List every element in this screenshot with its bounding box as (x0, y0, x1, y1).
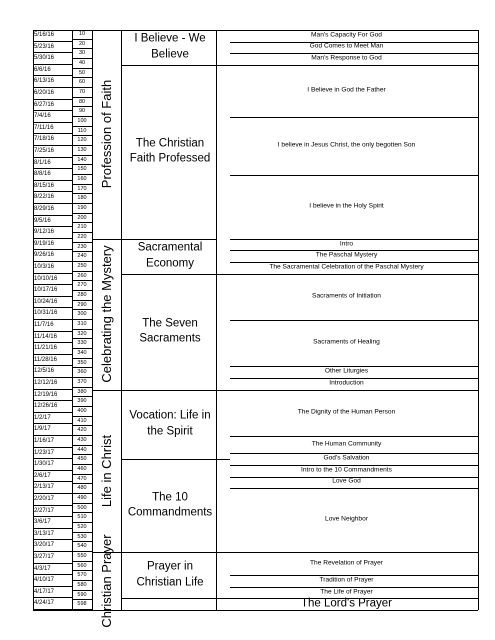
page-number-cell: 260 (72, 272, 92, 282)
topic-label: Introduction (329, 379, 364, 387)
page-number-cell: 590 (72, 591, 92, 601)
date-cell: 3/6/17 (33, 517, 72, 529)
number-part-divider (92, 30, 93, 610)
date-cell: 7/11/16 (33, 123, 72, 135)
page-number-cell: 560 (72, 562, 92, 572)
topic-divider (230, 598, 478, 599)
topic-divider (230, 274, 478, 275)
date-cell: 2/27/17 (33, 506, 72, 518)
topic-divider (230, 175, 478, 176)
page-number-cell: 490 (72, 494, 92, 504)
topic-divider (230, 65, 478, 66)
page-number-cell: 290 (72, 301, 92, 311)
page-number-cell: 410 (72, 417, 92, 427)
topic-label: The Paschal Mystery (315, 251, 378, 259)
topic-divider (230, 436, 478, 437)
date-cell: 11/21/16 (33, 343, 72, 355)
date-cell: 7/18/16 (33, 134, 72, 146)
section-divider (121, 239, 216, 240)
topic-divider (230, 477, 478, 478)
page-number-cell: 250 (72, 262, 92, 272)
topic-divider (216, 65, 230, 66)
date-cell: 4/10/17 (33, 575, 72, 587)
topic-divider (230, 117, 478, 118)
date-cell: 4/24/17 (33, 598, 72, 610)
page-number-cell: 500 (72, 504, 92, 514)
topic-label: Love Neighbor (325, 515, 368, 523)
page-number-cell: 210 (72, 223, 92, 233)
date-cell: 9/26/16 (33, 250, 72, 262)
section-label: Prayer in Christian Life (136, 560, 204, 589)
topic-divider (230, 488, 478, 489)
page-number-cell: 80 (72, 98, 92, 108)
section-topic-divider (216, 30, 217, 610)
page-number-cell: 380 (72, 388, 92, 398)
topic-divider (230, 378, 478, 379)
topic-divider (230, 262, 478, 263)
part-label: Profession of Faith (98, 80, 114, 189)
right-border (478, 30, 479, 610)
page-number-cell: 130 (72, 146, 92, 156)
page-number-cell: 598 (72, 600, 92, 610)
page-number-cell: 510 (72, 513, 92, 523)
section-label: Vocation: Life in the Spirit (129, 409, 211, 438)
date-cell: 6/6/16 (33, 65, 72, 77)
topic-divider (216, 598, 230, 599)
topic-divider (216, 390, 230, 391)
page-number-cell: 310 (72, 320, 92, 330)
topic-label: The Sacramental Celebration of the Paschal Mystery (269, 263, 424, 271)
page-number-cell: 100 (72, 117, 92, 127)
date-cell: 5/16/16 (33, 30, 72, 42)
date-cell: 11/14/16 (33, 332, 72, 344)
page-number-cell: 570 (72, 571, 92, 581)
page-number-cell: 50 (72, 69, 92, 79)
topic-divider (230, 453, 478, 454)
page-number-cell: 420 (72, 426, 92, 436)
page-number-cell: 330 (72, 339, 92, 349)
topic-divider (230, 575, 478, 576)
section-divider (121, 552, 216, 553)
topic-divider (216, 552, 230, 553)
date-cell: 9/19/16 (33, 239, 72, 251)
date-cell: 1/23/17 (33, 448, 72, 460)
date-cell: 5/23/16 (33, 42, 72, 54)
date-cell: 3/20/17 (33, 540, 72, 552)
date-cell: 10/3/16 (33, 262, 72, 274)
date-cell: 7/25/16 (33, 146, 72, 158)
part-label: Christian Prayer (98, 534, 114, 628)
date-cell: 12/19/16 (33, 390, 72, 402)
page-number-cell: 160 (72, 175, 92, 185)
page-number-cell: 390 (72, 397, 92, 407)
topic-label: I believe in the Holy Spirit (309, 202, 384, 210)
topic-divider (230, 552, 478, 553)
topic-divider (230, 390, 478, 391)
section-divider (121, 598, 216, 599)
page-number-cell: 530 (72, 533, 92, 543)
page-number-cell: 270 (72, 281, 92, 291)
date-cell: 2/6/17 (33, 471, 72, 483)
topic-divider (230, 239, 478, 240)
page-number-cell: 470 (72, 475, 92, 485)
page-number-cell: 200 (72, 214, 92, 224)
page-number-cell: 320 (72, 330, 92, 340)
section-divider (121, 274, 216, 275)
page-number-cell: 480 (72, 484, 92, 494)
page-number-cell: 540 (72, 542, 92, 552)
date-cell: 6/13/16 (33, 76, 72, 88)
date-cell: 10/24/16 (33, 297, 72, 309)
page-number-cell: 230 (72, 243, 92, 253)
page-number-cell: 70 (72, 88, 92, 98)
page-number-cell: 580 (72, 581, 92, 591)
topic-divider (230, 366, 478, 367)
topic-label: Other Liturgies (324, 367, 369, 375)
date-cell: 12/12/16 (33, 378, 72, 390)
page-number-cell: 10 (72, 30, 92, 40)
topic-label: Man's Capacity For God (311, 31, 382, 39)
page-number-cell: 40 (72, 59, 92, 69)
page-number-cell: 240 (72, 252, 92, 262)
topic-divider (216, 274, 230, 275)
page-number-cell: 340 (72, 349, 92, 359)
topic-label: Intro to the 10 Commandments (301, 466, 392, 474)
topic-divider (230, 465, 478, 466)
topic-label: I Believe in God the Father (307, 86, 386, 94)
section-label: The 10 Commandments (127, 491, 213, 519)
date-cell: 8/8/16 (33, 169, 72, 181)
page-number-cell: 150 (72, 165, 92, 175)
topic-label: God's Salvation (323, 454, 370, 462)
page-number-cell: 90 (72, 107, 92, 117)
page-number-cell: 450 (72, 455, 92, 465)
date-number-divider (72, 30, 73, 610)
page-number-cell: 60 (72, 78, 92, 88)
page-number-cell: 460 (72, 465, 92, 475)
page-number-cell: 550 (72, 552, 92, 562)
topic-label: The Lord's Prayer (300, 597, 393, 610)
part-section-divider (121, 30, 122, 610)
date-cell: 3/13/17 (33, 529, 72, 541)
left-border (33, 30, 34, 610)
part-label: Celebrating the Mystery (98, 245, 114, 383)
section-label: Sacramental Economy (137, 241, 203, 270)
date-cell: 10/31/16 (33, 308, 72, 320)
date-cell: 10/17/16 (33, 285, 72, 297)
topic-label: God Comes to Meet Man (309, 43, 384, 51)
page-number-cell: 20 (72, 40, 92, 50)
section-label: I Believe - We Believe (134, 32, 206, 61)
topic-divider (230, 53, 478, 54)
topic-label: The Human Community (311, 440, 382, 448)
date-cell: 7/4/16 (33, 111, 72, 123)
date-cell: 4/17/17 (33, 587, 72, 599)
page-number-cell: 300 (72, 310, 92, 320)
page-number-cell: 170 (72, 185, 92, 195)
date-cell: 12/5/16 (33, 366, 72, 378)
topic-divider (230, 250, 478, 251)
topic-label: Love God (332, 478, 361, 486)
topic-label: Tradition of Prayer (319, 576, 374, 584)
date-cell: 1/2/17 (33, 413, 72, 425)
topic-divider (216, 459, 230, 460)
date-cell: 2/13/17 (33, 482, 72, 494)
topic-label: I believe in Jesus Christ, the only begotten Son (277, 141, 416, 149)
page-number-cell: 280 (72, 291, 92, 301)
date-cell: 2/20/17 (33, 494, 72, 506)
date-cell: 4/3/17 (33, 564, 72, 576)
top-border (33, 30, 478, 31)
date-cell: 3/27/17 (33, 552, 72, 564)
page-number-cell: 220 (72, 233, 92, 243)
topic-label: The Revelation of Prayer (310, 559, 383, 567)
part-divider (92, 239, 121, 240)
page-number-cell: 370 (72, 378, 92, 388)
page-number-cell: 400 (72, 407, 92, 417)
date-cell: 8/1/16 (33, 158, 72, 170)
topic-divider (230, 42, 478, 43)
page-number-cell: 350 (72, 359, 92, 369)
section-divider (121, 390, 216, 391)
date-cell: 12/26/16 (33, 401, 72, 413)
section-label: The Christian Faith Professed (129, 137, 211, 165)
date-cell: 1/30/17 (33, 459, 72, 471)
topic-label: Sacraments of Initiation (312, 292, 381, 300)
page-number-cell: 110 (72, 127, 92, 137)
date-cell: 8/15/16 (33, 181, 72, 193)
date-cell: 6/27/16 (33, 100, 72, 112)
topic-label: Intro (339, 240, 354, 248)
topic-label: The Dignity of the Human Person (297, 408, 396, 416)
page-number-cell: 520 (72, 523, 92, 533)
date-cell: 8/22/16 (33, 192, 72, 204)
bottom-border (33, 610, 478, 611)
topic-label: The Life of Prayer (320, 588, 373, 596)
date-cell: 8/29/16 (33, 204, 72, 216)
section-divider (121, 459, 216, 460)
part-divider (92, 390, 121, 391)
section-divider (121, 65, 216, 66)
date-cell: 9/12/16 (33, 227, 72, 239)
section-label: The Seven Sacraments (139, 317, 201, 345)
page-number-cell: 30 (72, 49, 92, 59)
page-number-cell: 140 (72, 156, 92, 166)
page-number-cell: 180 (72, 194, 92, 204)
topic-divider (230, 320, 478, 321)
page-number-cell: 120 (72, 136, 92, 146)
date-cell: 1/9/17 (33, 424, 72, 436)
part-label: Life in Christ (98, 434, 114, 507)
date-cell: 11/7/16 (33, 320, 72, 332)
topic-divider (230, 587, 478, 588)
page-number-cell: 440 (72, 446, 92, 456)
part-divider (92, 552, 121, 553)
page-number-cell: 190 (72, 204, 92, 214)
date-cell: 11/28/16 (33, 355, 72, 367)
date-cell: 6/20/16 (33, 88, 72, 100)
page-number-cell: 360 (72, 368, 92, 378)
date-cell: 10/10/16 (33, 274, 72, 286)
topic-label: Man's Response to God (311, 54, 382, 62)
page-number-cell: 430 (72, 436, 92, 446)
topic-label: Sacraments of Healing (313, 338, 380, 346)
date-cell: 9/5/16 (33, 216, 72, 228)
date-cell: 5/30/16 (33, 53, 72, 65)
date-cell: 1/16/17 (33, 436, 72, 448)
